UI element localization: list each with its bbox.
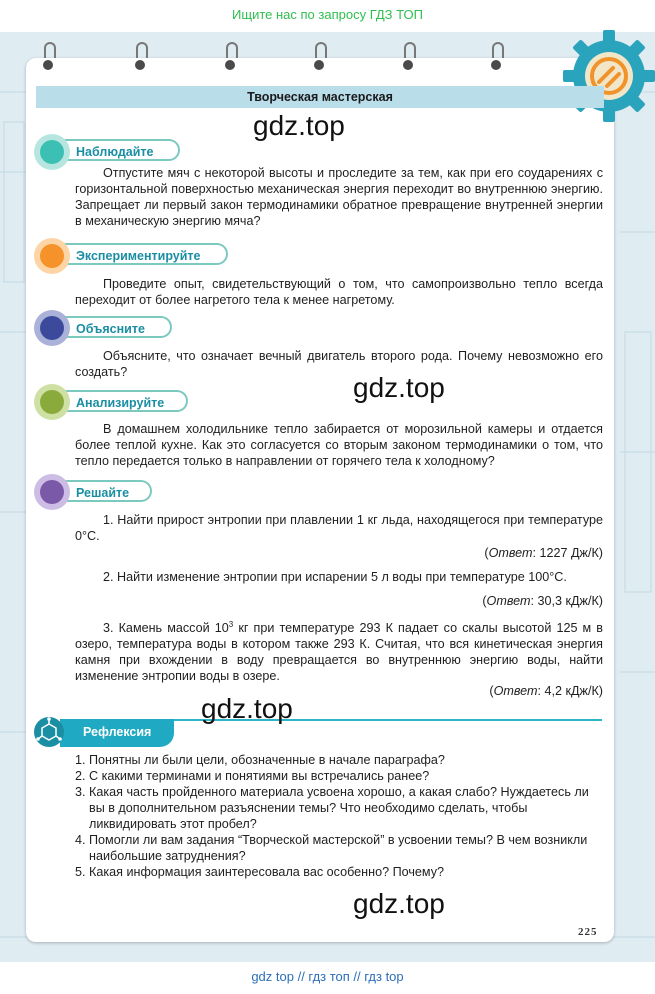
binder-ring [134,42,146,72]
watermark: gdz.top [353,888,445,919]
page-number: 225 [578,926,598,938]
reflection-label: Рефлексия [60,719,174,747]
bottom-banner[interactable]: gdz top // гдз топ // гдз top [0,962,655,994]
analyze-text: В домашнем холодильнике тепло забирается от морозильной камеры и отдается более теплой кухне. Как это согласуется со вторым законом термодинамики о том, что тепло передается только в направлении от горячего тела к холодному? [75,422,603,468]
solve-icon [34,474,70,510]
experiment-text: Проведите опыт, свидетельствующий о том, что самопроизвольно тепло всегда переходит от более нагретого тела к менее нагретому. [75,277,603,307]
gear-logo-icon [563,30,655,122]
binder-ring [402,42,414,72]
top-banner[interactable]: Ищите нас по запросу ГДЗ ТОП [0,0,655,32]
answer-1: (Ответ: 1227 Дж/К) [484,546,603,560]
section-label-analyze: Анализируйте [62,390,188,412]
observe-icon [34,134,70,170]
answer-3: (Ответ: 4,2 кДж/К) [489,684,603,698]
reflection-list [75,752,605,880]
problem-2: 2. Найти изменение энтропии при испарении 5 л воды при температуре 100°С. [103,570,567,584]
problem-3: 3. Камень массой $10^3$ кг при температуре 293 К падает со скалы высотой 125 м в озеро, температура воды в котором также 293 К. Считая, что вся кинетическая энергия камня при вхождении в воду превращается во внутреннюю энергию воды, найти изменение энтропии воды в озере. [75,620,604,684]
watermark: gdz.top [253,110,345,141]
observe-text: Отпустите мяч с некоторой высоты и проследите за тем, как при его соударениях с горизонтальной поверхностью механическая энергия переходит во внутреннюю энергию. Запрещает ли первый закон термодинамики обратное превращение внутренней энергии в механическую энергию мяча? [75,166,603,228]
section-label-experiment: Экспериментируйте [62,243,228,265]
binder-ring [313,42,325,72]
analyze-icon [34,384,70,420]
explain-icon [34,310,70,346]
list-item: 3. Какая часть пройденного материала усвоена хорошо, а какая слабо? Нуждаетесь ли вы в дополнительном разъяснении темы? Что необходимо сделать, чтобы ликвидировать этот пробел? [75,785,589,831]
section-label-explain: Объясните [62,316,172,338]
section-heading: Творческая мастерская [247,90,393,104]
list-item: 1. Понятны ли были цели, обозначенные в начале параграфа? [75,753,445,767]
experiment-icon [34,238,70,274]
molecule-icon [33,716,65,748]
binder-ring [42,42,54,72]
watermark: gdz.top [353,372,445,403]
section-label-observe: Наблюдайте [62,139,180,161]
list-item: 2. С какими терминами и понятиями вы встречались ранее? [75,769,430,783]
binder-ring [224,42,236,72]
section-label-solve: Решайте [62,480,152,502]
answer-2: (Ответ: 30,3 кДж/К) [482,594,603,608]
list-item: 4. Помогли ли вам задания “Творческой мастерской” в усвоении темы? В чем возникли наибольшие затруднения? [75,833,588,863]
explain-text: Объясните, что означает вечный двигатель второго рода. Почему невозможно его создать? [75,349,603,379]
binder-ring [490,42,502,72]
list-item: 5. Какая информация заинтересовала вас особенно? Почему? [75,865,445,879]
watermark: gdz.top [201,693,293,724]
problem-1: 1. Найти прирост энтропии при плавлении 1 кг льда, находящегося при температуре 0°С. [75,513,603,543]
